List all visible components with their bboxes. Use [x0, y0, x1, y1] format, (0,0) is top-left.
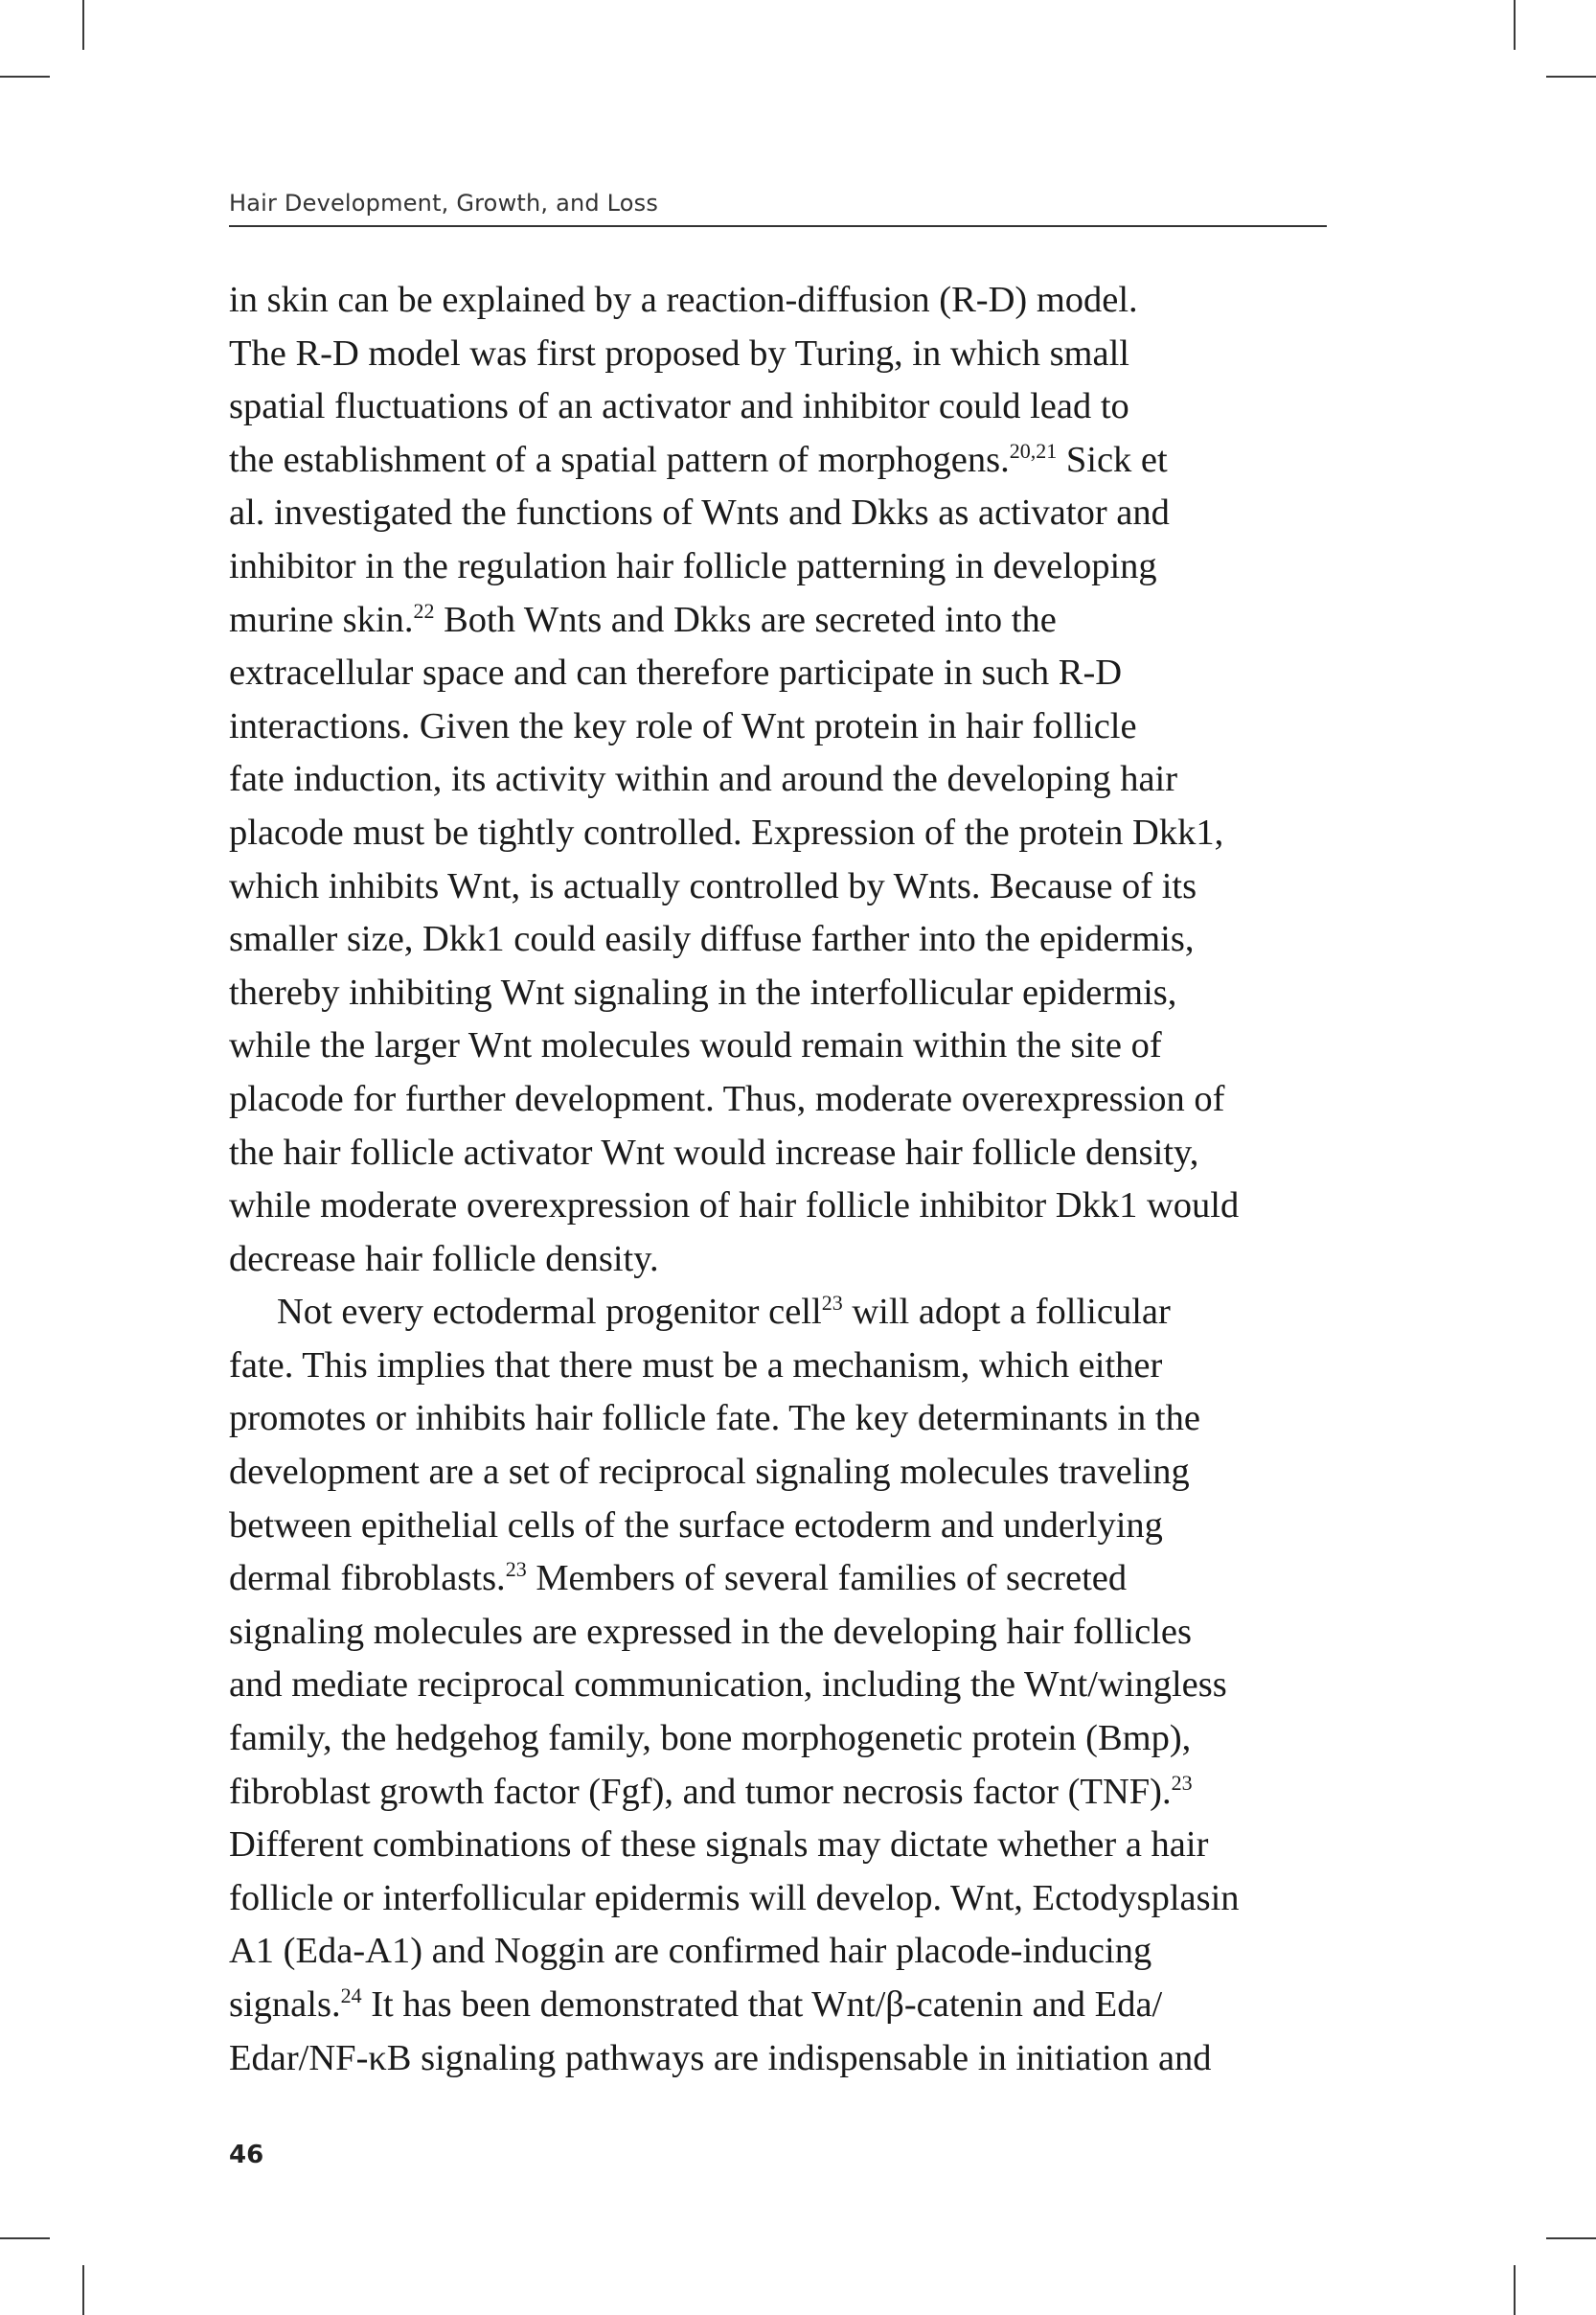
crop-mark	[0, 2237, 50, 2239]
text-line	[229, 1925, 1327, 1979]
text-line	[229, 487, 1327, 540]
page-number: 46	[229, 2141, 264, 2169]
text-line	[229, 647, 1327, 700]
crop-mark	[82, 2265, 84, 2315]
text-run: decrease hair follicle density.	[229, 1238, 659, 1279]
text-line	[229, 913, 1327, 967]
text-line	[229, 2032, 1327, 2086]
text-line	[229, 274, 1327, 328]
text-run: A1 (Eda-A1) and Noggin are confirmed hair placode-inducing	[229, 1931, 1152, 1972]
paragraph	[229, 274, 1327, 1286]
text-run: murine skin.	[229, 599, 414, 640]
crop-mark	[1514, 0, 1516, 50]
text-run: al. investigated the functions of Wnts and Dkks as activator and	[229, 493, 1170, 534]
text-run: development are a set of reciprocal signaling molecules traveling	[229, 1452, 1190, 1493]
text-run: while moderate overexpression of hair follicle inhibitor Dkk1 would	[229, 1185, 1240, 1226]
text-line	[229, 1392, 1327, 1446]
text-line	[229, 594, 1327, 648]
text-line	[229, 1180, 1327, 1233]
text-run: The R-D model was first proposed by Turing, in which small	[229, 332, 1129, 374]
citation-superscript: 20,21	[1009, 438, 1058, 463]
text-line	[229, 1286, 1327, 1340]
text-line	[229, 1766, 1327, 1820]
text-line	[229, 1446, 1327, 1500]
crop-mark	[1546, 76, 1596, 78]
text-run: Both Wnts and Dkks are secreted into the	[434, 599, 1057, 640]
text-run: signals.	[229, 1984, 341, 2025]
text-run: family, the hedgehog family, bone morphogenetic protein (Bmp),	[229, 1718, 1192, 1759]
text-run: Members of several families of secreted	[526, 1558, 1128, 1599]
citation-superscript: 23	[821, 1291, 843, 1316]
text-line	[229, 807, 1327, 860]
text-line	[229, 434, 1327, 488]
text-line	[229, 1233, 1327, 1287]
text-run: placode for further development. Thus, moderate overexpression of	[229, 1078, 1225, 1119]
text-run: extracellular space and can therefore participate in such R-D	[229, 653, 1123, 694]
crop-mark	[1546, 2237, 1596, 2239]
crop-mark	[82, 0, 84, 50]
text-run: It has been demonstrated that Wnt/β-catenin and Eda/	[361, 1984, 1163, 2025]
text-run: spatial fluctuations of an activator and inhibitor could lead to	[229, 386, 1129, 427]
crop-mark	[1514, 2265, 1516, 2315]
text-run: follicle or interfollicular epidermis will develop. Wnt, Ectodysplasin	[229, 1877, 1240, 1918]
text-run: smaller size, Dkk1 could easily diffuse farther into the epidermis,	[229, 919, 1195, 960]
text-run: while the larger Wnt molecules would remain within the site of	[229, 1025, 1162, 1066]
text-line	[229, 328, 1327, 381]
text-run: thereby inhibiting Wnt signaling in the interfollicular epidermis,	[229, 972, 1177, 1013]
text-line	[229, 1979, 1327, 2032]
text-run: will adopt a follicular	[842, 1292, 1171, 1333]
text-line	[229, 1127, 1327, 1180]
citation-superscript: 23	[1171, 1770, 1193, 1795]
text-run: and mediate reciprocal communication, including the Wnt/wingless	[229, 1664, 1227, 1706]
text-run: between epithelial cells of the surface ectoderm and underlying	[229, 1504, 1163, 1546]
text-line	[229, 1606, 1327, 1660]
text-run: Different combinations of these signals may dictate whether a hair	[229, 1824, 1209, 1866]
text-run: Sick et	[1057, 439, 1168, 480]
text-line	[229, 1819, 1327, 1872]
text-run: Not every ectodermal progenitor cell	[277, 1292, 822, 1333]
text-run: the establishment of a spatial pattern of morphogens.	[229, 439, 1010, 480]
text-line	[229, 380, 1327, 434]
text-line	[229, 1073, 1327, 1127]
running-head: Hair Development, Growth, and Loss	[229, 190, 659, 217]
text-line	[229, 1500, 1327, 1553]
text-run: promotes or inhibits hair follicle fate. The key determinants in the	[229, 1398, 1200, 1439]
header-rule	[229, 225, 1327, 227]
citation-superscript: 22	[413, 598, 435, 623]
text-line	[229, 967, 1327, 1020]
text-run: dermal fibroblasts.	[229, 1558, 506, 1599]
body-text	[229, 274, 1327, 2085]
text-line	[229, 1872, 1327, 1926]
text-line	[229, 1020, 1327, 1073]
text-run: interactions. Given the key role of Wnt protein in hair follicle	[229, 705, 1137, 746]
text-run: fate induction, its activity within and around the developing hair	[229, 759, 1178, 800]
text-line	[229, 753, 1327, 807]
text-run: which inhibits Wnt, is actually controlled by Wnts. Because of its	[229, 865, 1197, 906]
text-run: placode must be tightly controlled. Expression of the protein Dkk1,	[229, 812, 1224, 853]
text-run: in skin can be explained by a reaction-diffusion (R-D) model.	[229, 280, 1138, 320]
text-line	[229, 1659, 1327, 1712]
text-line	[229, 1712, 1327, 1766]
citation-superscript: 23	[505, 1557, 527, 1582]
text-line	[229, 700, 1327, 754]
text-run: fibroblast growth factor (Fgf), and tumor necrosis factor (TNF).	[229, 1771, 1172, 1812]
text-line	[229, 540, 1327, 594]
text-run: inhibitor in the regulation hair follicle patterning in developing	[229, 545, 1157, 586]
crop-mark	[0, 76, 50, 78]
text-run: Edar/NF-κB signaling pathways are indispensable in initiation and	[229, 2037, 1212, 2078]
text-line	[229, 1340, 1327, 1393]
text-line	[229, 1552, 1327, 1606]
text-run: signaling molecules are expressed in the developing hair follicles	[229, 1611, 1192, 1652]
paragraph	[229, 1286, 1327, 2085]
text-line	[229, 860, 1327, 914]
text-run: the hair follicle activator Wnt would increase hair follicle density,	[229, 1132, 1199, 1173]
citation-superscript: 24	[340, 1983, 362, 2007]
text-run: fate. This implies that there must be a mechanism, which either	[229, 1344, 1163, 1386]
